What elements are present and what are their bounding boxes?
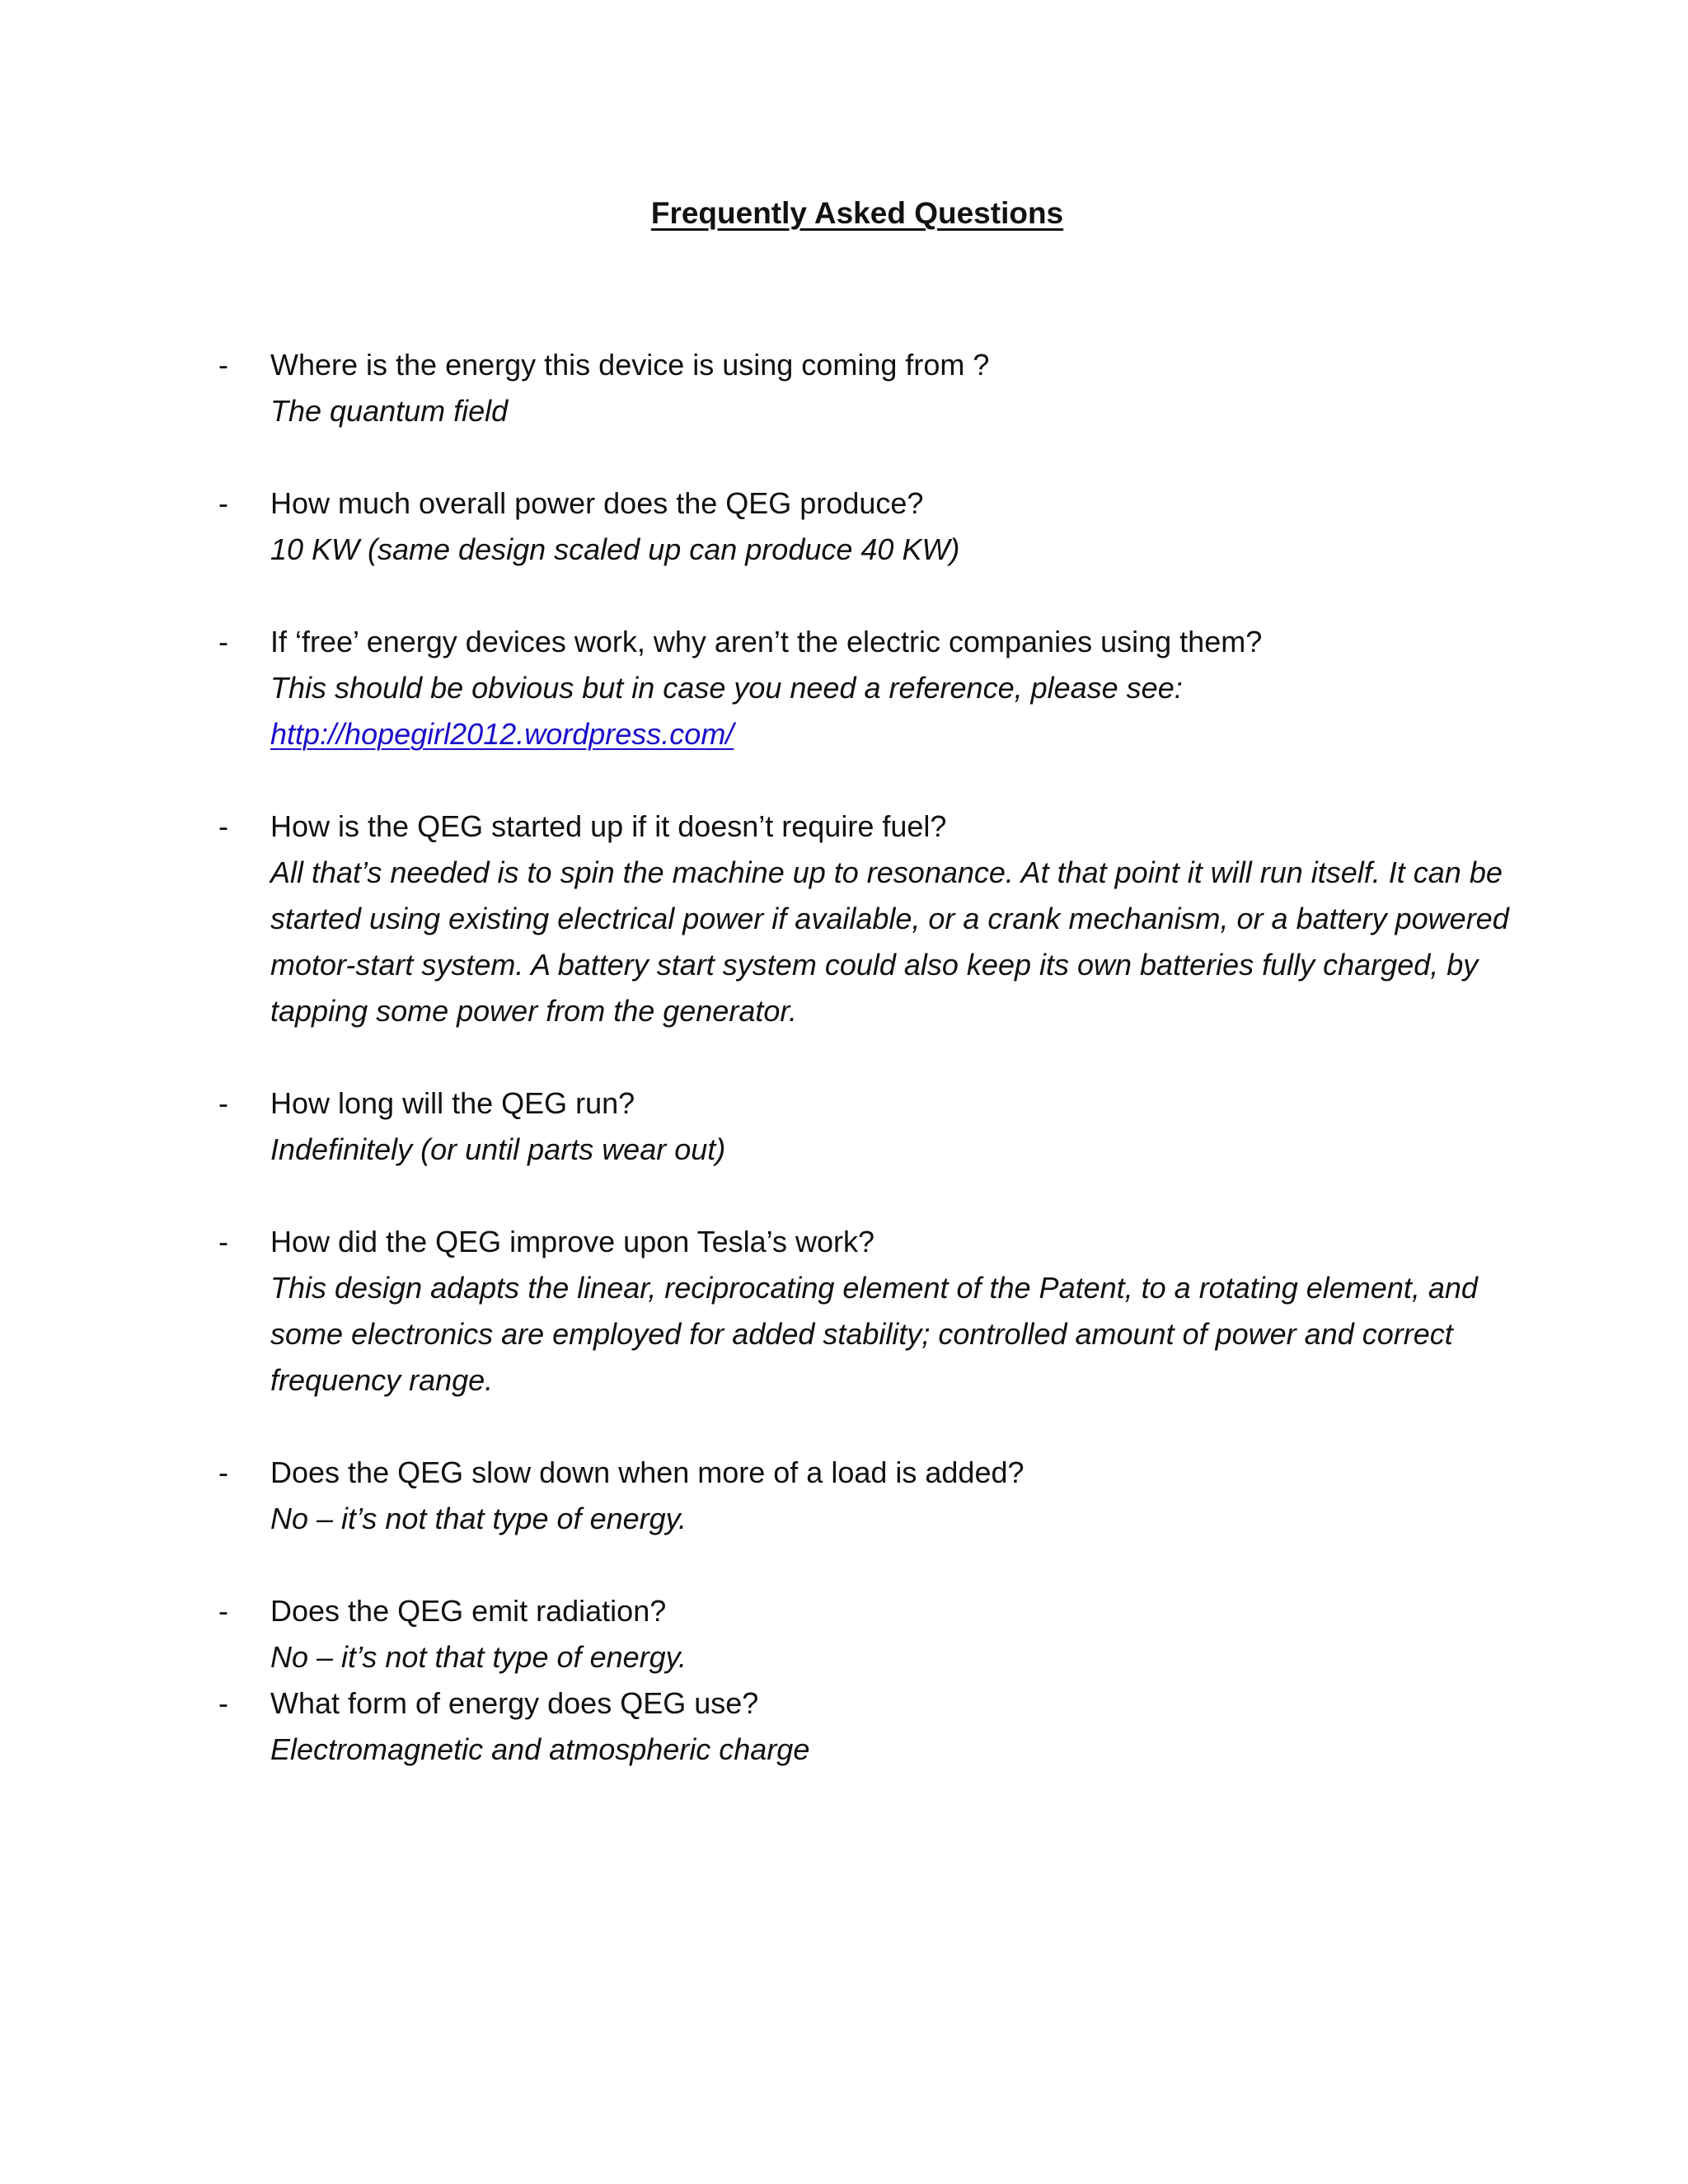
faq-answer: Indefinitely (or until parts wear out) xyxy=(270,1132,726,1166)
faq-question: How is the QEG started up if it doesn’t require fuel? xyxy=(270,809,947,843)
page-title: Frequently Asked Questions xyxy=(650,196,1064,230)
faq-question: What form of energy does QEG use? xyxy=(270,1686,759,1720)
faq-answer: Electromagnetic and atmospheric charge xyxy=(270,1732,810,1766)
faq-answer: This should be obvious but in case you need a reference, please see: xyxy=(270,671,1183,705)
faq-item xyxy=(218,1588,1537,1680)
faq-item xyxy=(218,1080,1537,1173)
bullet-dash: - xyxy=(218,625,228,658)
faq-question: How long will the QEG run? xyxy=(270,1086,635,1120)
faq-item xyxy=(218,1680,1537,1773)
faq-question: Where is the energy this device is using coming from ? xyxy=(270,348,990,382)
bullet-dash: - xyxy=(218,1594,228,1628)
faq-answer: All that’s needed is to spin the machine up to resonance. At that point it will run itself. It can be started using existing electrical power if available, or a crank mechanism, or a battery powered motor-start system. A battery start system could also keep its own batteries fully charged, by tapping some power from the generator. xyxy=(270,855,1509,1028)
faq-question: How much overall power does the QEG produce? xyxy=(270,486,924,520)
bullet-dash: - xyxy=(218,1455,228,1489)
faq-item xyxy=(218,1450,1537,1542)
bullet-dash: - xyxy=(218,1225,228,1258)
faq-answer: The quantum field xyxy=(270,394,509,428)
bullet-dash: - xyxy=(218,809,228,843)
faq-answer: This design adapts the linear, reciprocating element of the Patent, to a rotating element, and some electronics are employed for added stability; controlled amount of power and correct frequency range. xyxy=(270,1271,1478,1397)
faq-answer: No – it’s not that type of energy. xyxy=(270,1502,687,1535)
bullet-dash: - xyxy=(218,1086,228,1120)
bullet-dash: - xyxy=(218,348,228,382)
faq-answer: 10 KW (same design scaled up can produce 40 KW) xyxy=(270,532,960,566)
faq-question: Does the QEG slow down when more of a load is added? xyxy=(270,1455,1025,1489)
faq-item xyxy=(218,342,1537,434)
faq-item xyxy=(218,804,1537,1034)
faq-item xyxy=(218,619,1537,757)
reference-link[interactable]: http://hopegirl2012.wordpress.com/ xyxy=(270,717,734,751)
faq-list xyxy=(218,342,1537,1819)
faq-item xyxy=(218,480,1537,573)
faq-answer: No – it’s not that type of energy. xyxy=(270,1640,687,1674)
faq-question: If ‘free’ energy devices work, why aren’t the electric companies using them? xyxy=(270,625,1263,658)
bullet-dash: - xyxy=(218,1686,228,1720)
faq-question: Does the QEG emit radiation? xyxy=(270,1594,667,1628)
faq-question: How did the QEG improve upon Tesla’s work? xyxy=(270,1225,875,1258)
faq-item xyxy=(218,1219,1537,1404)
bullet-dash: - xyxy=(218,486,228,520)
